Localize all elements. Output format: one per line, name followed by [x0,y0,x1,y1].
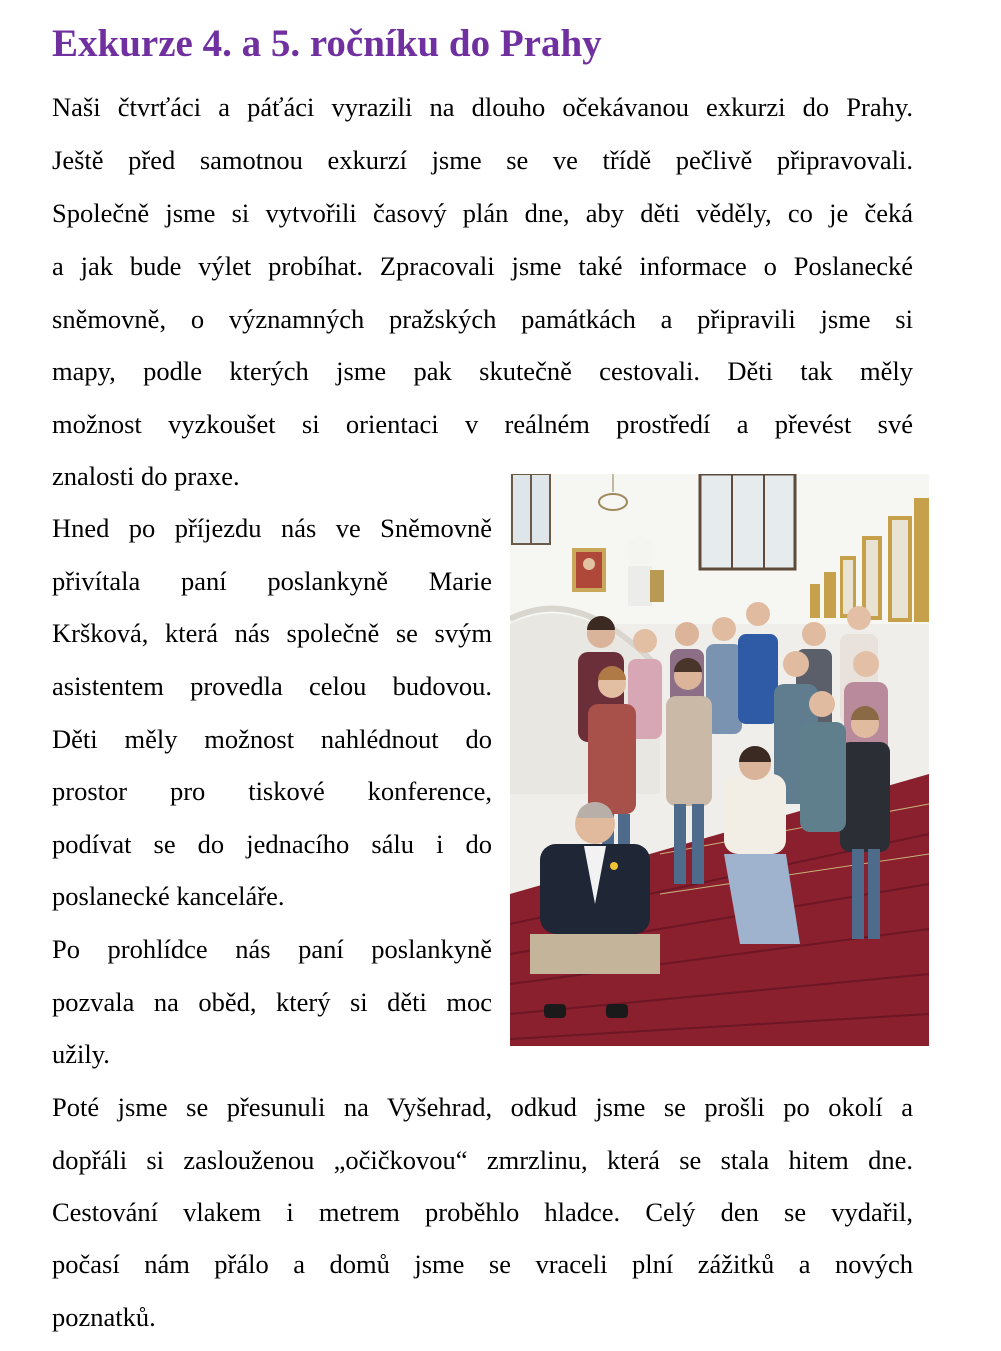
paragraph-4-line: dopřáli si zaslouženou „očičkovou“ zmrzlinu, která se stala hitem dne. [52,1145,913,1175]
paragraph-1-line: Společně jsme si vytvořili časový plán dne, aby děti věděly, co je čeká [52,198,913,228]
paragraph-4-line: počasí nám přálo a domů jsme se vraceli plní zážitků a nových [52,1249,913,1279]
article-title: Exkurze 4. a 5. ročníku do Prahy [52,22,602,65]
paragraph-2-line: podívat se do jednacího sálu i do [52,829,492,859]
paragraph-3-line: pozvala na oběd, který si děti moc [52,987,492,1017]
paragraph-2-line: Hned po příjezdu nás ve Sněmovně [52,513,492,543]
paragraph-2-line: Děti měly možnost nahlédnout do [52,724,492,754]
paragraph-2-line: přivítala paní poslankyně Marie [52,566,492,596]
paragraph-3-line: užily. [52,1039,110,1069]
paragraph-1-line: sněmovně, o významných pražských památkách a připravili jsme si [52,304,913,334]
paragraph-1-line: Naši čtvrťáci a páťáci vyrazili na dlouho očekávanou exkurzi do Prahy. [52,92,913,122]
paragraph-1-line: možnost vyzkoušet si orientaci v reálném prostředí a převést své [52,409,913,439]
paragraph-1-line: mapy, podle kterých jsme pak skutečně cestovali. Děti tak měly [52,356,913,386]
group-photo [510,474,929,1046]
paragraph-3-line: Po prohlídce nás paní poslankyně [52,934,492,964]
paragraph-4-line: Cestování vlakem i metrem proběhlo hladce. Celý den se vydařil, [52,1197,913,1227]
paragraph-2-line: poslanecké kanceláře. [52,881,285,911]
paragraph-2-line: prostor pro tiskové konference, [52,776,492,806]
paragraph-4-line: poznatků. [52,1302,156,1332]
paragraph-1-line: Ještě před samotnou exkurzí jsme se ve třídě pečlivě připravovali. [52,145,913,175]
paragraph-2-line: asistentem provedla celou budovou. [52,671,492,701]
paragraph-2-line: Kršková, která nás společně se svým [52,618,492,648]
paragraph-1-line: a jak bude výlet probíhat. Zpracovali jsme také informace o Poslanecké [52,251,913,281]
paragraph-1-line: znalosti do praxe. [52,461,240,491]
paragraph-4-line: Poté jsme se přesunuli na Vyšehrad, odkud jsme se prošli po okolí a [52,1092,913,1122]
